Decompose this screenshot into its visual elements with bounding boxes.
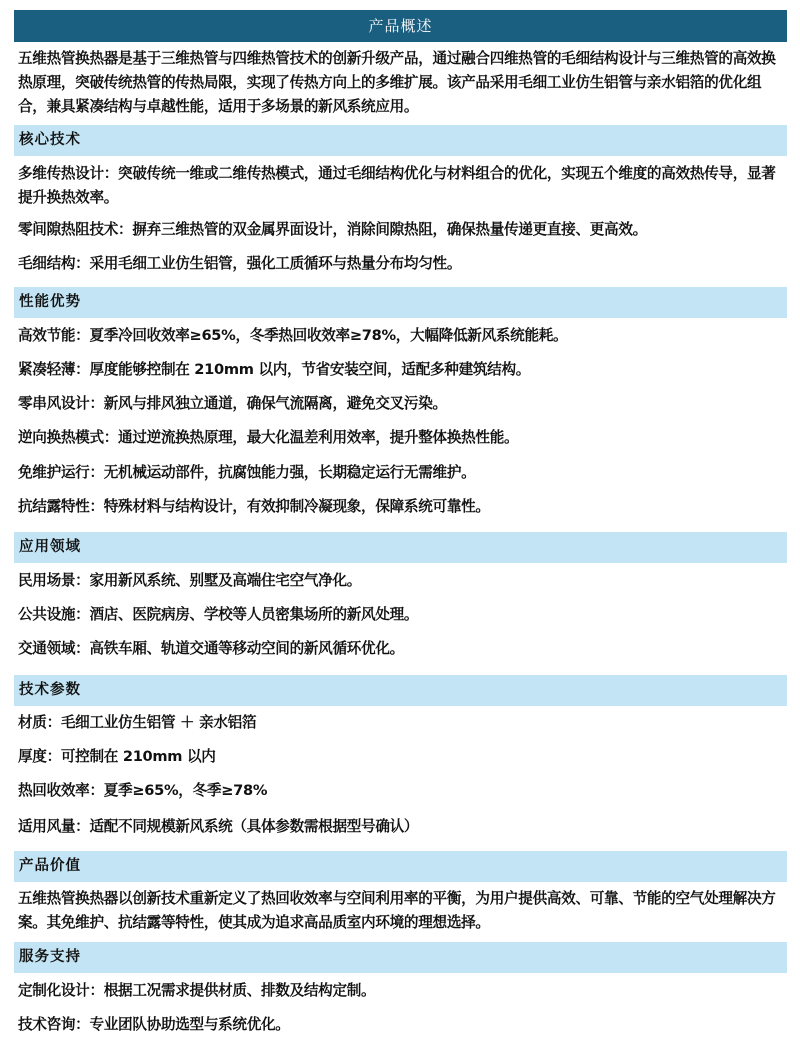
page-title: 产品概述 — [368, 17, 433, 35]
list-item: 公共设施：酒店、医院病房、学校等人员密集场所的新风处理。 — [18, 606, 419, 623]
spec-item-airflow: 适用风量：适配不同规模新风系统（具体参数需根据型号确认） — [18, 818, 419, 835]
value-paragraph: 五维热管换热器以创新技术重新定义了热回收效率与空间利用率的平衡，为用户提供高效、可靠、节能的空气处理解决方案。其免维护、抗结露等特性，使其成为追求高品质室内环境的理想选择。 — [18, 890, 776, 931]
section-header-applications — [14, 532, 787, 563]
list-item: 毛细结构：采用毛细工业仿生铝管，强化工质循环与热量分布均匀性。 — [18, 255, 462, 272]
list-item: 技术咨询：专业团队协助选型与系统优化。 — [18, 1016, 290, 1033]
list-item: 交通领域：高铁车厢、轨道交通等移动空间的新风循环优化。 — [18, 640, 404, 657]
section-header-product-value — [14, 851, 787, 882]
list-item: 定制化设计：根据工况需求提供材质、排数及结构定制。 — [18, 982, 376, 999]
list-item: 抗结露特性：特殊材料与结构设计，有效抑制冷凝现象，保障系统可靠性。 — [18, 498, 490, 515]
section-title: 应用领域 — [19, 539, 81, 555]
section-title: 技术参数 — [19, 682, 81, 698]
spec-item-thickness: 厚度：可控制在 210mm 以内 — [18, 748, 216, 765]
section-title: 服务支持 — [19, 949, 81, 965]
spec-item-material: 材质：毛细工业仿生铝管 ＋ 亲水铝箔 — [18, 714, 257, 731]
spec-item-efficiency: 热回收效率：夏季≥65%，冬季≥78% — [18, 782, 268, 799]
list-item: 逆向换热模式：通过逆流换热原理，最大化温差利用效率，提升整体换热性能。 — [18, 429, 519, 446]
list-item: 零串风设计：新风与排风独立通道，确保气流隔离，避免交叉污染。 — [18, 395, 447, 412]
section-header-core-tech — [14, 125, 787, 156]
section-title: 性能优势 — [19, 294, 81, 310]
page-title-bar — [14, 10, 787, 42]
intro-paragraph: 五维热管换热器是基于三维热管与四维热管技术的创新升级产品，通过融合四维热管的毛细结构设计与三维热管的高效换热原理，突破传统热管的传热局限，实现了传热方向上的多维扩展。该产品采用毛细工业仿生铝管与亲水铝箔的优化组合，兼具紧凑结构与卓越性能，适用于多场景的新风系统应用。 — [18, 50, 776, 115]
section-title: 核心技术 — [19, 132, 81, 148]
list-item: 紧凑轻薄：厚度能够控制在 210mm 以内，节省安装空间，适配多种建筑结构。 — [18, 361, 531, 378]
list-item: 零间隙热阻技术：摒弃三维热管的双金属界面设计，消除间隙热阻，确保热量传递更直接、更高效。 — [18, 221, 647, 238]
list-item: 多维传热设计：突破传统一维或二维传热模式，通过毛细结构优化与材料组合的优化，实现五个维度的高效热传导，显著提升换热效率。 — [18, 165, 776, 206]
list-item: 高效节能：夏季冷回收效率≥65%，冬季热回收效率≥78%，大幅降低新风系统能耗。 — [18, 327, 568, 344]
section-header-service — [14, 942, 787, 973]
section-header-performance — [14, 287, 787, 318]
list-item: 免维护运行：无机械运动部件，抗腐蚀能力强，长期稳定运行无需维护。 — [18, 464, 476, 481]
section-title: 产品价值 — [19, 858, 81, 874]
list-item: 民用场景：家用新风系统、别墅及高端住宅空气净化。 — [18, 572, 362, 589]
section-header-specifications — [14, 675, 787, 706]
